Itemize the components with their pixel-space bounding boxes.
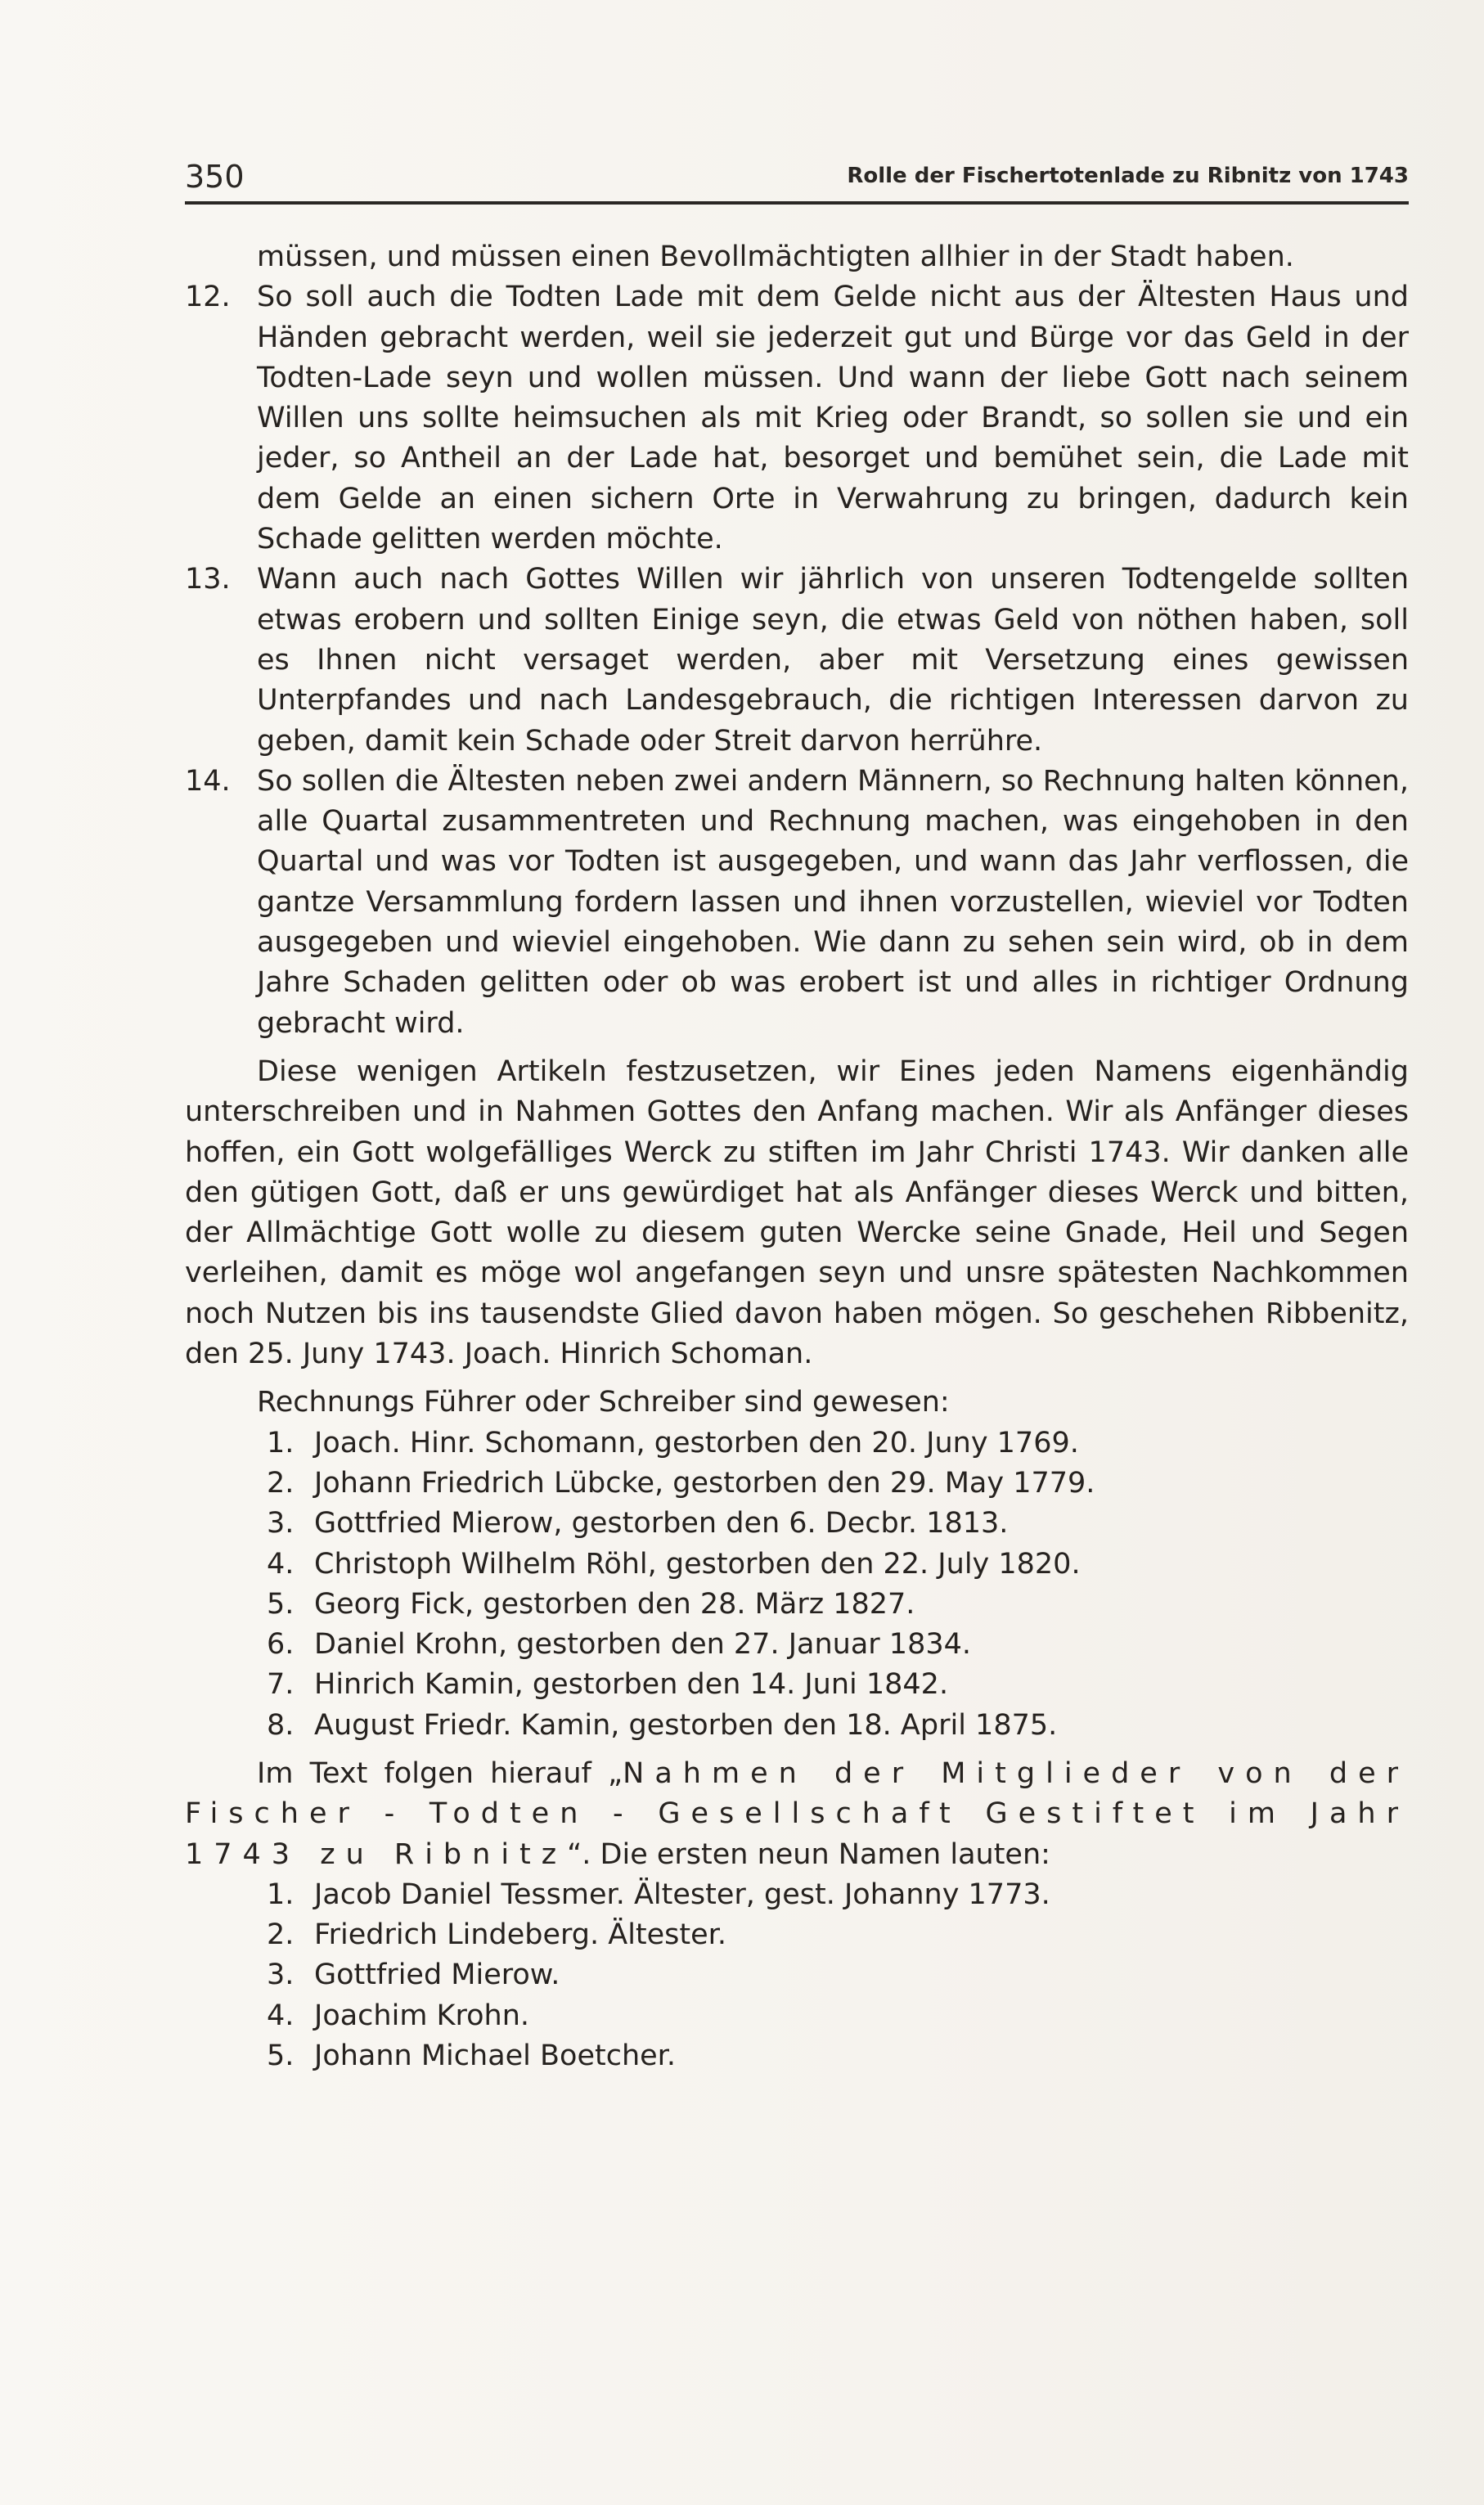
item-number: 8.: [267, 1708, 295, 1742]
item-text: Gottfried Mierow.: [314, 1959, 560, 1992]
article-number: 13.: [185, 563, 231, 596]
item-number: 6.: [267, 1628, 295, 1662]
list-item: [185, 1464, 1409, 1504]
list-item: [185, 2036, 1409, 2076]
article-number: 14.: [185, 764, 231, 798]
article-number: 12.: [185, 281, 231, 314]
item-text: Christoph Wilhelm Röhl, gestorben den 22. July 1820.: [314, 1547, 1081, 1581]
article-text: Wann auch nach Gottes Willen wir jährlich von unseren Todtengelde sollten etwas erobern und sollten Einige seyn, die etwas Geld von nöthen haben, soll es Ihnen nicht versaget werden, aber mit Versetzung eines gewissen Unterpfandes und nach Landesgebrauch, die richtigen Interessen darvon zu geben, damit kein Schade oder Streit darvon herrühre.: [257, 563, 1409, 758]
item-text: Gottfried Mierow, gestorben den 6. Decbr. 1813.: [314, 1507, 1009, 1540]
list-item: [185, 1875, 1409, 1915]
item-number: 5.: [267, 2040, 295, 2073]
intro-text: “. Die ersten neun Namen lauten:: [567, 1837, 1050, 1871]
accountants-list: [185, 1423, 1409, 1746]
item-number: 5.: [267, 1587, 295, 1621]
item-number: 4.: [267, 1547, 295, 1581]
item-number: 7.: [267, 1668, 295, 1702]
members-intro: [185, 1754, 1409, 1875]
page-number: 350: [185, 159, 245, 195]
intro-spaced-text: Fischer - Todten - Gesellschaft Gestiftet im Jahr: [185, 1797, 1409, 1831]
item-number: 2.: [267, 1466, 295, 1500]
running-title: Rolle der Fischertotenlade zu Ribnitz von 1743: [847, 164, 1409, 188]
item-number: 3.: [267, 1507, 295, 1540]
members-list: [185, 1875, 1409, 2076]
article-14: [185, 762, 1409, 1044]
list-item: [185, 1915, 1409, 1955]
list-item: [185, 1545, 1409, 1585]
members-intro-line-3: [185, 1835, 1409, 1875]
article-text: So sollen die Ältesten neben zwei andern Männern, so Rechnung halten können, alle Quartal zusammentreten und Rechnung machen, was eingehoben in den Quartal und was vor Todten ist ausgegeben, und wann das Jahr verflossen, die gantze Versammlung fordern lassen und ihnen vorzustellen, wieviel vor Todten ausgegeben und wieviel eingehoben. Wie dann zu sehen sein wird, ob in dem Jahre Schaden gelitten oder ob was erobert ist und alles in richtiger Ordnung gebracht wird.: [257, 764, 1409, 1040]
intro-spaced-text: Nahmen der Mitglieder von der: [623, 1756, 1409, 1790]
item-number: 2.: [267, 1918, 295, 1952]
item-text: Daniel Krohn, gestorben den 27. Januar 1834.: [314, 1628, 972, 1662]
accountants-heading: Rechnungs Führer oder Schreiber sind gewesen:: [257, 1386, 950, 1419]
item-number: 3.: [267, 1959, 295, 1992]
article-12: [185, 277, 1409, 560]
continuation-text: müssen, und müssen einen Bevollmächtigten allhier in der Stadt haben.: [257, 241, 1294, 273]
members-intro-line-2: [185, 1794, 1409, 1834]
list-item: [185, 1585, 1409, 1625]
item-text: Johann Friedrich Lübcke, gestorben den 29. May 1779.: [314, 1466, 1095, 1500]
page-header: [185, 159, 1409, 201]
intro-spaced-text: 1743 zu Ribnitz: [185, 1837, 568, 1871]
closing-paragraph: Diese wenigen Artikeln festzusetzen, wir Eines jeden Namens eigenhändig unterschreiben und in Nahmen Gottes den Anfang machen. Wir als Anfänger dieses hoffen, ein Gott wolgefälliges Werck zu stiften im Jahr Christi 1743. Wir danken alle den gütigen Gott, daß er uns gewürdiget hat als Anfänger dieses Werck und bitten, der Allmächtige Gott wolle zu diesem guten Wercke seine Gnade, Heil und Segen verleihen, damit es möge wol angefangen seyn und unsre spätesten Nachkommen noch Nutzen bis ins tausendste Glied davon haben mögen. So geschehen Ribbenitz, den 25. Juny 1743. Joach. Hinrich Schoman.: [185, 1055, 1409, 1371]
intro-text: Im Text folgen hierauf „: [257, 1756, 623, 1790]
item-text: August Friedr. Kamin, gestorben den 18. April 1875.: [314, 1708, 1058, 1742]
item-text: Georg Fick, gestorben den 28. März 1827.: [314, 1587, 915, 1621]
page-body: [185, 237, 1409, 2076]
list-item: [185, 1423, 1409, 1464]
item-text: Johann Michael Boetcher.: [314, 2040, 676, 2073]
item-text: Jacob Daniel Tessmer. Ältester, gest. Johanny 1773.: [314, 1878, 1050, 1911]
list-item: [185, 1996, 1409, 2036]
item-text: Joach. Hinr. Schomann, gestorben den 20. Juny 1769.: [314, 1426, 1079, 1459]
article-13: [185, 560, 1409, 761]
list-item: [185, 1955, 1409, 1995]
item-number: 1.: [267, 1878, 295, 1911]
article-text: So soll auch die Todten Lade mit dem Gelde nicht aus der Ältesten Haus und Händen gebracht werden, weil sie jederzeit gut und Bürge vor das Geld in der Todten-Lade seyn und wollen müssen. Und wann der liebe Gott nach seinem Willen uns sollte heimsuchen als mit Krieg oder Brandt, so sollen sie und ein jeder, so Antheil an der Lade hat, besorget und bemühet sein, die Lade mit dem Gelde an einen sichern Orte in Verwahrung zu bringen, dadurch kein Schade gelitten werden möchte.: [257, 281, 1409, 556]
list-item: [185, 1706, 1409, 1746]
list-item: [185, 1665, 1409, 1705]
item-text: Joachim Krohn.: [314, 1999, 530, 2032]
item-number: 1.: [267, 1426, 295, 1459]
list-item: [185, 1625, 1409, 1665]
item-text: Friedrich Lindeberg. Ältester.: [314, 1918, 726, 1952]
list-item: [185, 1504, 1409, 1544]
item-number: 4.: [267, 1999, 295, 2032]
members-intro-line-1: [185, 1754, 1409, 1794]
header-rule: [185, 201, 1409, 205]
item-text: Hinrich Kamin, gestorben den 14. Juni 1842.: [314, 1668, 949, 1702]
